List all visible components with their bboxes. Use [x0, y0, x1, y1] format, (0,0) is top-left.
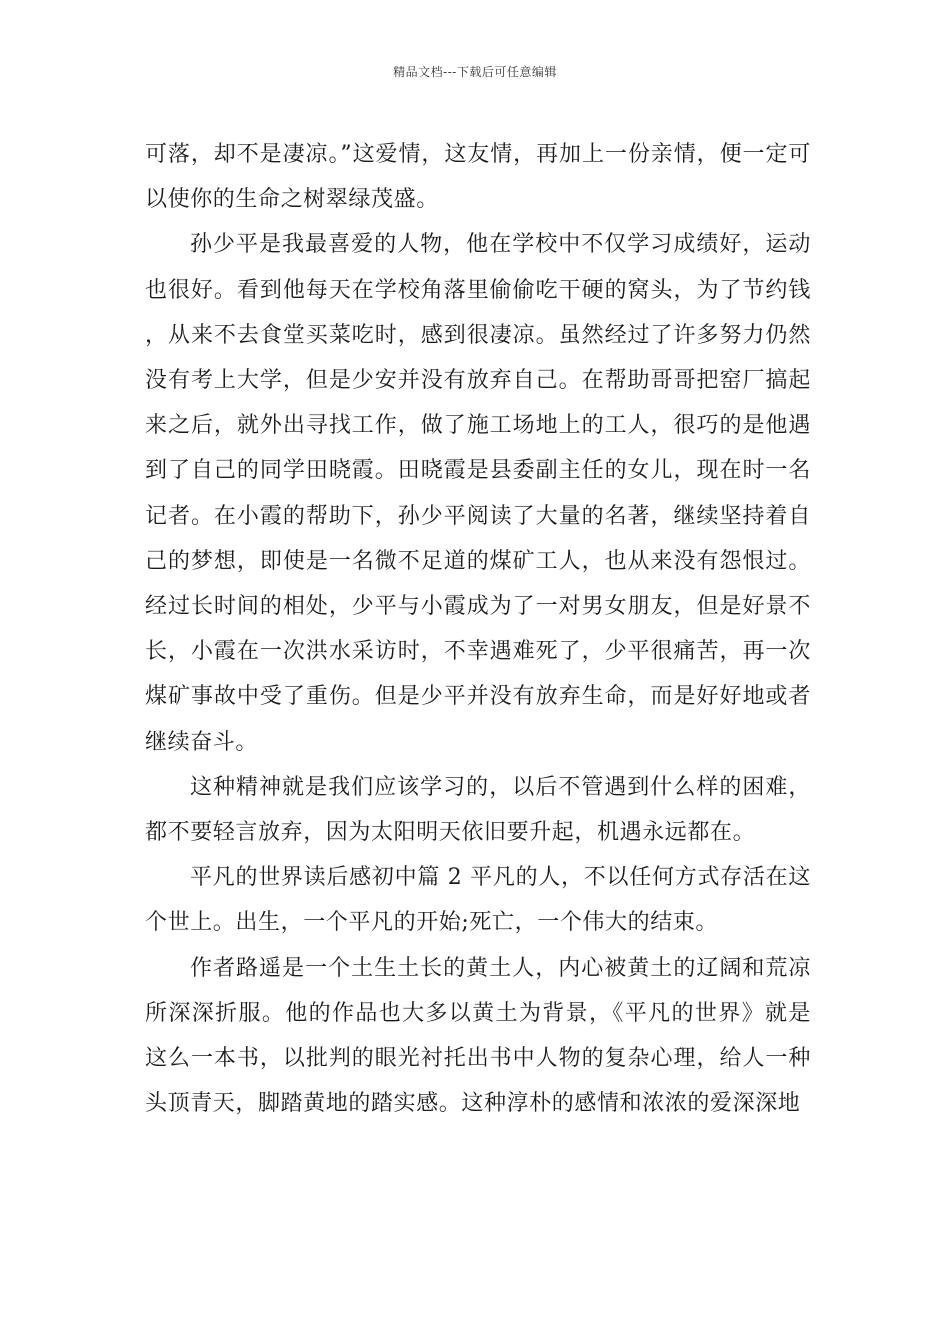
paragraph-1: 可落，却不是凄凉。”这爱情，这友情，再加上一份亲情，便一定可以使你的生命之树翠绿茂盛。: [145, 142, 811, 213]
paragraph-3: 这种精神就是我们应该学习的，以后不管遇到什么样的困难，都不要轻言放弃，因为太阳明天依旧要升起，机遇永远都在。: [145, 774, 811, 846]
document-body: [145, 132, 811, 1126]
page-header: 精品文档---下载后可任意编辑: [393, 65, 557, 79]
paragraph-2: 孙少平是我最喜爱的人物，他在学校中不仅学习成绩好，运动也很好。看到他每天在学校角落里偷偷吃干硬的窝头，为了节约钱，从来不去食堂买菜吃时，感到很凄凉。虽然经过了许多努力仍然没有考上大学，但是少安并没有放弃自己。在帮助哥哥把窑厂搞起来之后，就外出寻找工作，做了施工场地上的工人，很巧的是他遇到了自己的同学田晓霞。田晓霞是县委副主任的女儿，现在时一名记者。在小霞的帮助下，孙少平阅读了大量的名著，继续坚持着自己的梦想，即使是一名微不足道的煤矿工人，也从来没有怨恨过。经过长时间的相处，少平与小霞成为了一对男女朋友，但是好景不长，小霞在一次洪水采访时，不幸遇难死了，少平很痛苦，再一次煤矿事故中受了重伤。但是少平并没有放弃生命，而是好好地或者继续奋斗。: [145, 232, 811, 755]
paragraph-4: 平凡的世界读后感初中篇 2 平凡的人，不以任何方式存活在这个世上。出生，一个平凡的开始;死亡，一个伟大的结束。: [145, 865, 811, 936]
paragraph-5: 作者路遥是一个土生土长的黄土人，内心被黄土的辽阔和荒凉所深深折服。他的作品也大多以黄土为背景，《平凡的世界》就是这么一本书，以批判的眼光衬托出书中人物的复杂心理，给人一种头顶青天，脚踏黄地的踏实感。这种淳朴的感情和浓浓的爱深深地: [145, 955, 811, 1117]
